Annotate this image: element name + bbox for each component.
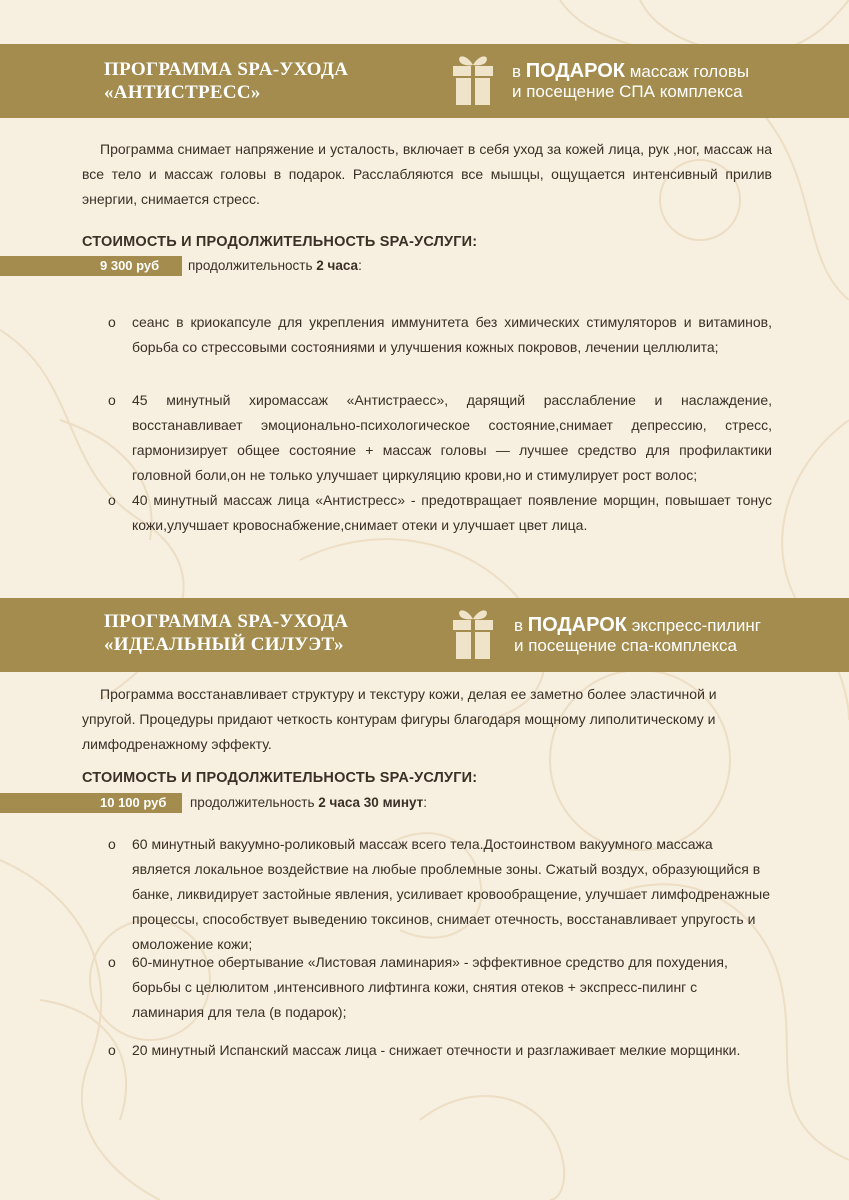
section-2-title-line1: ПРОГРАММА SPA-УХОДА — [104, 611, 349, 632]
gift-bold: ПОДАРОК — [527, 614, 627, 636]
list-item — [108, 1038, 772, 1063]
list-item-text: 20 минутный Испанский массаж лица - снижает отечности и разглаживает мелкие морщинки. — [132, 1042, 741, 1058]
bullet: o — [108, 1042, 116, 1058]
section-1-price: 9 300 руб — [100, 258, 160, 273]
section-2-intro-text: Программа восстанавливает структуру и текстуру кожи, делая ее заметно более эластичной и упругой. Процедуры придают четкость контурам фигуры благодаря мощному липолитическому и лимфодренажному эффекту. — [82, 686, 717, 752]
list-item — [108, 388, 772, 488]
list-item-text: сеанс в криокапсуле для укрепления иммунитета без химических стимуляторов и витаминов, борьба со стрессовыми состояниями и улучшения кожных покровов, лечении целлюлита; — [132, 314, 772, 355]
duration-prefix: продолжительность — [188, 258, 313, 273]
bullet: o — [108, 954, 116, 970]
gift-prefix: в — [512, 62, 522, 81]
list-item — [108, 310, 772, 360]
section-1-title-line2: «АНТИСТРЕСС» — [104, 82, 261, 103]
section-2-title-line2: «ИДЕАЛЬНЫЙ СИЛУЭТ» — [104, 634, 344, 655]
section-2-gift-text — [514, 615, 761, 656]
gift-prefix: в — [514, 616, 524, 635]
section-2-title — [104, 610, 348, 656]
gift-bold: ПОДАРОК — [525, 60, 625, 82]
list-item-text: 45 минутный хиромассаж «Антистраесс», дарящий расслабление и наслаждение, восстанавливает эмоционально-психологическое состояние,снимает депрессию, стресс, гармонизирует общее состояние + массаж головы — лучшее средство для профилактики головной боли,он не только улучшает циркуляцию крови,но и стимулирует рост волос; — [132, 392, 772, 483]
section-1-duration — [188, 256, 362, 276]
section-1-intro — [82, 137, 772, 212]
section-1-gift-line1 — [512, 61, 749, 82]
list-item-text: 60 минутный вакуумно-роликовый массаж всего тела.Достоинством вакуумного массажа является локальное воздействие на любые проблемные зоны. Сжатый воздух, образующийся в банке, ликвидирует застойные явления, усиливает кровообращение, улучшает лимфодренажные процессы, способствует выведению токсинов, снимает отечность, восстанавливает упругость и омоложение кожи; — [132, 836, 770, 952]
list-item-text: 60-минутное обертывание «Листовая ламинария» - эффективное средство для похудения, борьбы с целюлитом ,интенсивного лифтинга кожи, снятия отеков + экспресс-пилинг с ламинария для тела (в подарок); — [132, 954, 728, 1020]
gift-line1-rest: массаж головы — [629, 62, 750, 81]
gift-line1-rest: экспресс-пилинг — [631, 616, 761, 635]
section-1-title — [104, 58, 348, 104]
section-1-price-heading: СТОИМОСТЬ И ПРОДОЛЖИТЕЛЬНОСТЬ SPA-УСЛУГИ: — [82, 234, 478, 250]
duration-suffix: : — [358, 258, 362, 273]
bullet: o — [108, 492, 116, 508]
list-item-text: 40 минутный массаж лица «Антистресс» - предотвращает появление морщин, повышает тонус кожи,улучшает кровоснабжение,снимает отеки и улучшает цвет лица. — [132, 492, 772, 533]
section-1-gift-line2: и посещение СПА комплекса — [512, 82, 743, 101]
section-2-gift-line1 — [514, 615, 761, 636]
duration-value: 2 часа 30 минут — [318, 795, 424, 810]
section-1-gift-text — [512, 61, 749, 102]
section-1-intro-text: Программа снимает напряжение и усталость, включает в себя уход за кожей лица, рук ,ног, массаж на все тело и массаж головы в подарок. Расслабляются все мышцы, ощущается интенсивный прилив энергии, снимается стресс. — [82, 141, 772, 207]
section-2-duration — [190, 793, 427, 813]
section-2-intro — [82, 682, 772, 757]
list-item — [108, 488, 772, 538]
section-2-price: 10 100 руб — [100, 795, 167, 810]
section-2-price-heading: СТОИМОСТЬ И ПРОДОЛЖИТЕЛЬНОСТЬ SPA-УСЛУГИ: — [82, 770, 478, 786]
duration-prefix: продолжительность — [190, 795, 315, 810]
section-1-price-bar — [0, 256, 182, 276]
duration-suffix: : — [423, 795, 428, 810]
section-1-banner — [0, 44, 849, 118]
section-2-banner — [0, 598, 849, 672]
bullet: o — [108, 314, 116, 330]
list-item — [108, 950, 772, 1025]
bullet: o — [108, 392, 116, 408]
section-2-gift-line2: и посещение спа-комплекса — [514, 636, 737, 655]
list-item — [108, 832, 772, 957]
section-2-price-bar — [0, 793, 182, 813]
section-1-title-line1: ПРОГРАММА SPA-УХОДА — [104, 59, 349, 80]
gift-icon — [452, 605, 494, 661]
bullet: o — [108, 836, 116, 852]
gift-icon — [452, 51, 494, 107]
duration-value: 2 часа — [316, 258, 359, 273]
